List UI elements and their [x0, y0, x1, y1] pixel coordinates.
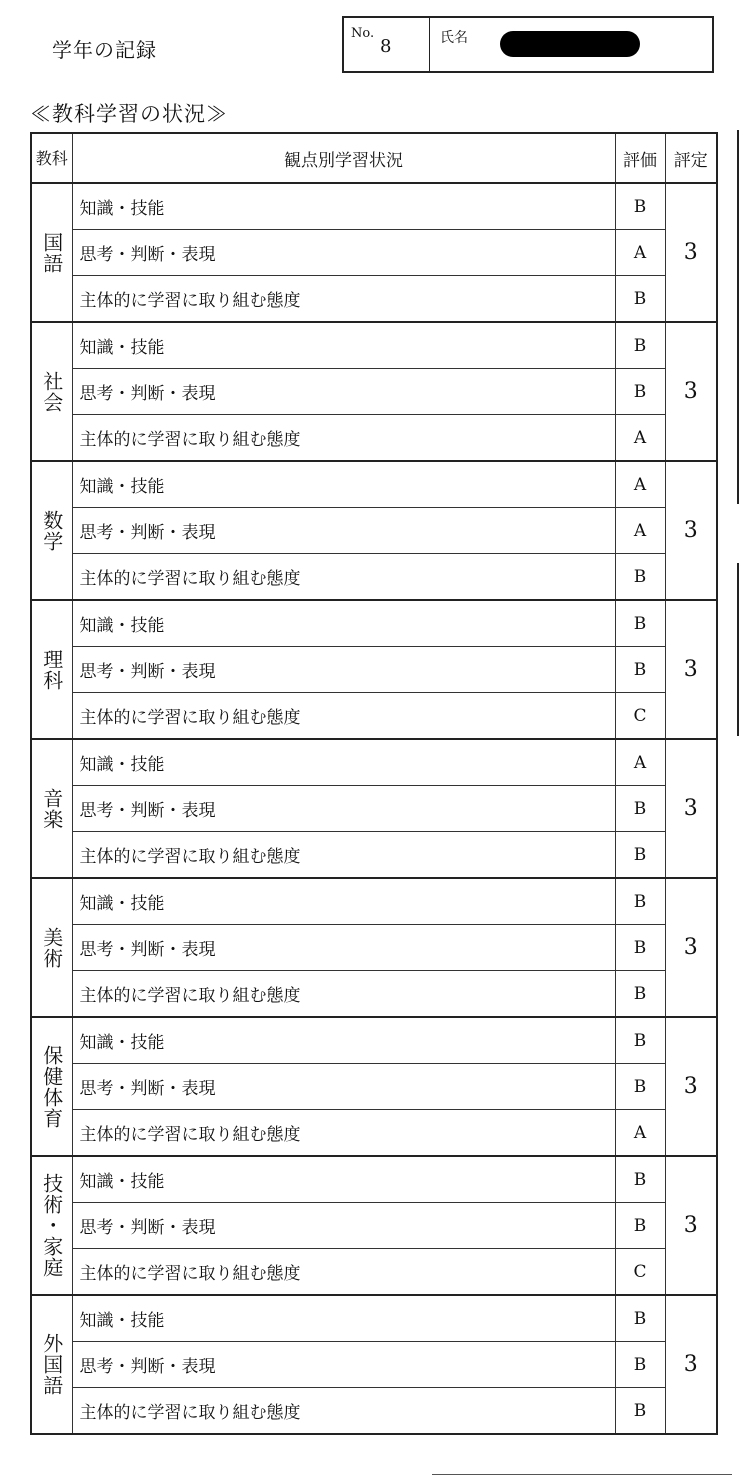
table-row [31, 832, 717, 879]
evaluation-grade: B [615, 276, 665, 323]
subject-group [31, 1156, 717, 1295]
table-row [31, 183, 717, 230]
page-bottom-line [432, 1474, 732, 1475]
evaluation-grade: A [615, 739, 665, 786]
evaluation-grade: B [615, 1295, 665, 1342]
table-row [31, 878, 717, 925]
header-evaluation: 評価 [615, 133, 665, 183]
name-redaction [500, 31, 640, 57]
student-id-box [342, 16, 714, 73]
subject-group [31, 183, 717, 322]
subject-name: 音楽 [31, 739, 72, 878]
table-row [31, 230, 717, 276]
table-header-row [31, 133, 717, 183]
evaluation-grade: A [615, 461, 665, 508]
evaluation-grade: B [615, 322, 665, 369]
viewpoint-label: 主体的に学習に取り組む態度 [72, 1249, 615, 1296]
table-row [31, 1342, 717, 1388]
page-edge-mark [737, 563, 739, 736]
table-row [31, 508, 717, 554]
subject-name: 数学 [31, 461, 72, 600]
viewpoint-label: 知識・技能 [72, 322, 615, 369]
table-row [31, 1017, 717, 1064]
viewpoint-label: 主体的に学習に取り組む態度 [72, 832, 615, 879]
viewpoint-label: 思考・判断・表現 [72, 230, 615, 276]
evaluation-grade: B [615, 647, 665, 693]
table-row [31, 739, 717, 786]
subject-name: 保健体育 [31, 1017, 72, 1156]
subject-group [31, 461, 717, 600]
evaluation-grade: C [615, 693, 665, 740]
evaluation-grade: A [615, 230, 665, 276]
evaluation-grade: B [615, 971, 665, 1018]
rating-value: 3 [665, 1156, 717, 1295]
evaluation-grade: A [615, 1110, 665, 1157]
rating-value: 3 [665, 739, 717, 878]
table-row [31, 554, 717, 601]
table-row [31, 276, 717, 323]
viewpoint-label: 主体的に学習に取り組む態度 [72, 1110, 615, 1157]
evaluation-grade: B [615, 1156, 665, 1203]
table-row [31, 786, 717, 832]
evaluation-grade: B [615, 1064, 665, 1110]
evaluation-grade: B [615, 183, 665, 230]
subject-name: 技術・家庭 [31, 1156, 72, 1295]
viewpoint-label: 主体的に学習に取り組む態度 [72, 276, 615, 323]
number-value: 8 [380, 36, 392, 57]
evaluation-grade: B [615, 1342, 665, 1388]
subject-name: 社会 [31, 322, 72, 461]
viewpoint-label: 主体的に学習に取り組む態度 [72, 693, 615, 740]
subject-group [31, 739, 717, 878]
subject-name: 外国語 [31, 1295, 72, 1434]
viewpoint-label: 知識・技能 [72, 1295, 615, 1342]
table-row [31, 600, 717, 647]
table-row [31, 693, 717, 740]
subject-group [31, 600, 717, 739]
rating-value: 3 [665, 1295, 717, 1434]
subject-group [31, 878, 717, 1017]
evaluation-grade: B [615, 1388, 665, 1435]
table-row [31, 1110, 717, 1157]
subject-group [31, 1295, 717, 1434]
rating-value: 3 [665, 600, 717, 739]
number-label: No. [351, 26, 375, 41]
table-row [31, 647, 717, 693]
table-row [31, 1203, 717, 1249]
evaluation-grade: A [615, 415, 665, 462]
evaluation-grade: B [615, 925, 665, 971]
viewpoint-label: 知識・技能 [72, 878, 615, 925]
page-title: 学年の記録 [52, 38, 157, 62]
table-row [31, 322, 717, 369]
table-row [31, 1156, 717, 1203]
table-row [31, 461, 717, 508]
evaluation-grade: C [615, 1249, 665, 1296]
viewpoint-label: 知識・技能 [72, 1156, 615, 1203]
viewpoint-label: 主体的に学習に取り組む態度 [72, 971, 615, 1018]
viewpoint-label: 主体的に学習に取り組む態度 [72, 1388, 615, 1435]
evaluation-grade: B [615, 369, 665, 415]
viewpoint-label: 知識・技能 [72, 739, 615, 786]
viewpoint-label: 思考・判断・表現 [72, 508, 615, 554]
rating-value: 3 [665, 878, 717, 1017]
evaluation-grade: B [615, 600, 665, 647]
viewpoint-label: 思考・判断・表現 [72, 786, 615, 832]
table-row [31, 1388, 717, 1435]
rating-value: 3 [665, 322, 717, 461]
viewpoint-label: 思考・判断・表現 [72, 925, 615, 971]
subject-group [31, 1017, 717, 1156]
evaluation-grade: B [615, 832, 665, 879]
viewpoint-label: 思考・判断・表現 [72, 1064, 615, 1110]
table-row [31, 369, 717, 415]
grade-table [30, 132, 718, 1435]
table-row [31, 925, 717, 971]
name-label: 氏名 [440, 30, 468, 46]
table-row [31, 971, 717, 1018]
rating-value: 3 [665, 1017, 717, 1156]
rating-value: 3 [665, 183, 717, 322]
subject-name: 理科 [31, 600, 72, 739]
table-row [31, 415, 717, 462]
section-title: ≪教科学習の状況≫ [30, 102, 228, 126]
viewpoint-label: 知識・技能 [72, 183, 615, 230]
viewpoint-label: 知識・技能 [72, 461, 615, 508]
subject-name: 美術 [31, 878, 72, 1017]
evaluation-grade: B [615, 554, 665, 601]
subject-name: 国語 [31, 183, 72, 322]
viewpoint-label: 主体的に学習に取り組む態度 [72, 415, 615, 462]
evaluation-grade: B [615, 878, 665, 925]
evaluation-grade: B [615, 1017, 665, 1064]
table-row [31, 1249, 717, 1296]
viewpoint-label: 主体的に学習に取り組む態度 [72, 554, 615, 601]
viewpoint-label: 思考・判断・表現 [72, 647, 615, 693]
page-edge-mark [737, 130, 739, 504]
header-subject: 教科 [31, 133, 72, 183]
viewpoint-label: 知識・技能 [72, 600, 615, 647]
evaluation-grade: A [615, 508, 665, 554]
number-field [344, 18, 430, 71]
evaluation-grade: B [615, 786, 665, 832]
header-rating: 評定 [665, 133, 717, 183]
viewpoint-label: 思考・判断・表現 [72, 1203, 615, 1249]
subject-group [31, 322, 717, 461]
viewpoint-label: 知識・技能 [72, 1017, 615, 1064]
table-row [31, 1064, 717, 1110]
viewpoint-label: 思考・判断・表現 [72, 1342, 615, 1388]
viewpoint-label: 思考・判断・表現 [72, 369, 615, 415]
evaluation-grade: B [615, 1203, 665, 1249]
rating-value: 3 [665, 461, 717, 600]
table-row [31, 1295, 717, 1342]
header-viewpoint: 観点別学習状況 [72, 133, 615, 183]
